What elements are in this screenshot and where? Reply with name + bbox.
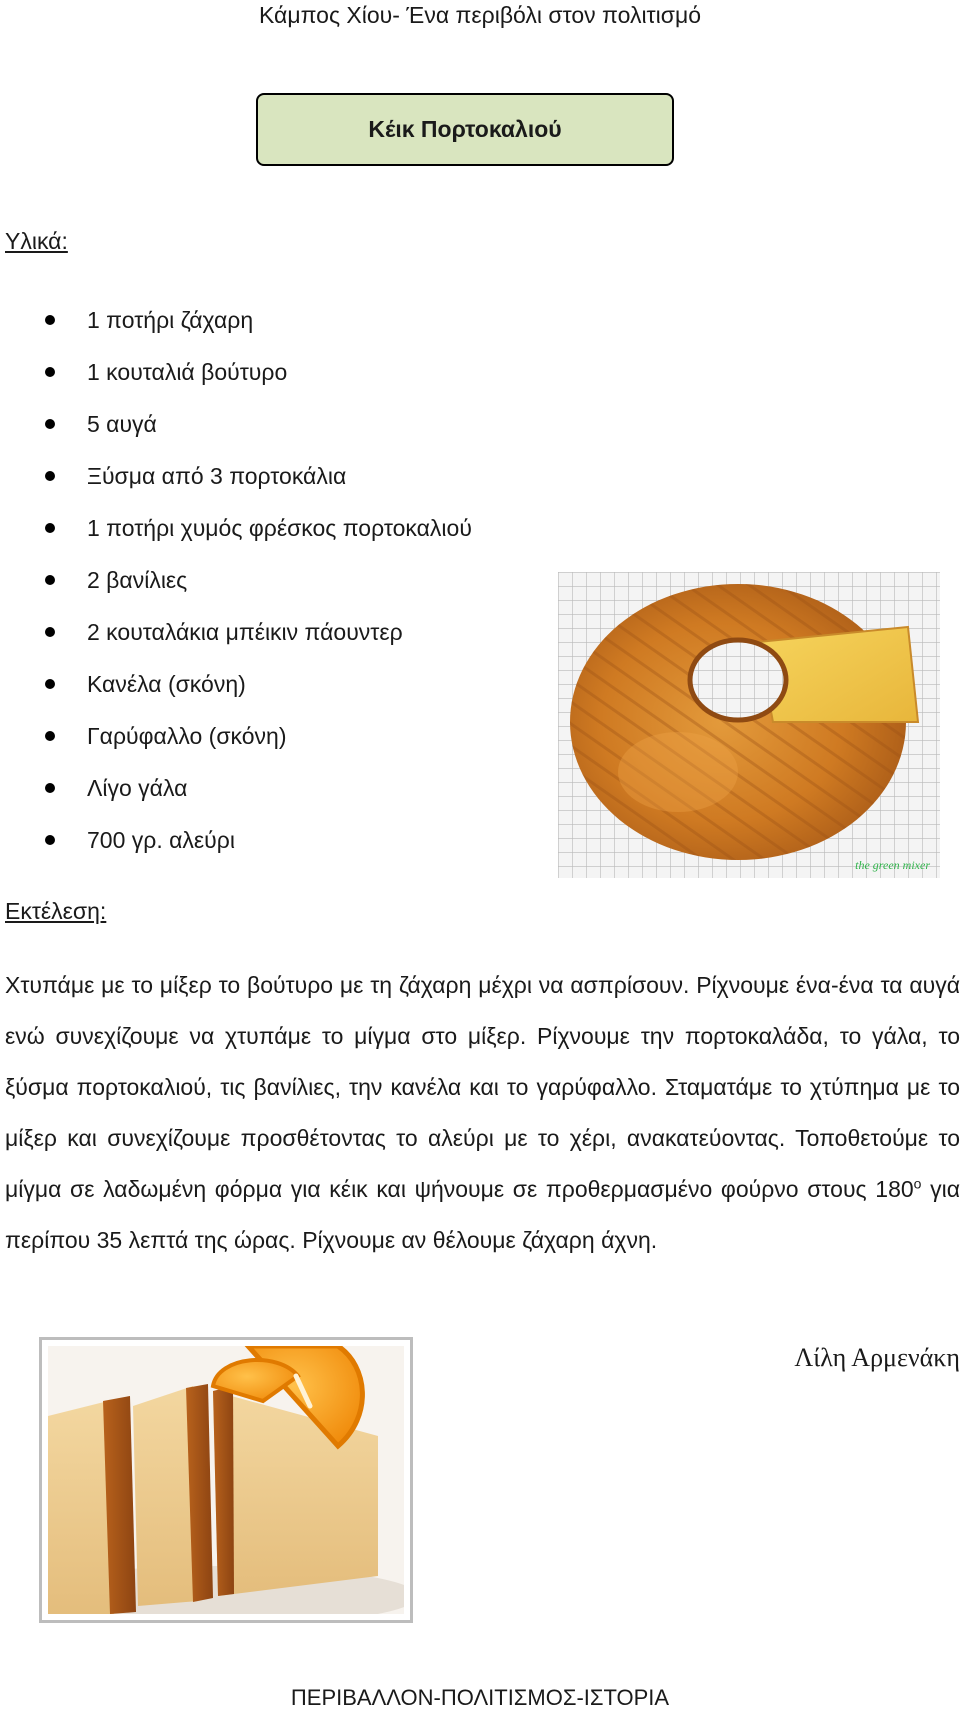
bullet-icon	[45, 367, 55, 377]
list-item: 700 γρ. αλεύρι	[0, 814, 472, 866]
method-text: Χτυπάμε με το μίξερ το βούτυρο με τη ζάχαρη μέχρι να ασπρίσουν. Ρίχνουμε ένα-ένα τα αυγά ενώ συνεχίζουμε να χτυπάμε το μίγμα στο μίξερ. Ρίχνουμε την πορτοκαλάδα, το γάλα, το ξύσμα πορτοκαλιού, τις βανίλιες, την κανέλα και το γαρύφαλλο. Σταματάμε το χτύπημα με το μίξερ και συνεχίζουμε προσθέτοντας το αλεύρι με το χέρι, ανακατεύοντας. Τοποθετούμε το μίγμα σε λαδωμένη φόρμα για κέικ και ψήνουμε σε προθερμασμένο φούρνο στους 180	[5, 972, 960, 1202]
degree-mark: ο	[913, 1175, 922, 1192]
list-item: Γαρύφαλλο (σκόνη)	[0, 710, 472, 762]
list-item: 1 ποτήρι χυμός φρέσκος πορτοκαλιού	[0, 502, 472, 554]
bundt-cake-photo	[558, 572, 940, 878]
bullet-icon	[45, 783, 55, 793]
list-item: 1 ποτήρι ζάχαρη	[0, 294, 472, 346]
list-item: Κανέλα (σκόνη)	[0, 658, 472, 710]
ingredients-list	[0, 294, 472, 866]
bullet-icon	[45, 419, 55, 429]
list-item: 1 κουταλιά βούτυρο	[0, 346, 472, 398]
loaf-cake-photo	[39, 1337, 413, 1623]
bullet-icon	[45, 731, 55, 741]
bullet-icon	[45, 627, 55, 637]
bullet-icon	[45, 471, 55, 481]
method-label: Εκτέλεση:	[5, 898, 107, 924]
bullet-icon	[45, 575, 55, 585]
bullet-icon	[45, 835, 55, 845]
photo-watermark: the green mixer	[855, 858, 930, 872]
list-item: 2 κουταλάκια μπέικιν πάουντερ	[0, 606, 472, 658]
page-header: Κάμπος Χίου- Ένα περιβόλι στον πολιτισμό	[259, 2, 701, 28]
author-name: Λίλη Αρμενάκη	[794, 1343, 960, 1372]
list-item: Ξύσμα από 3 πορτοκάλια	[0, 450, 472, 502]
method-paragraph	[5, 960, 960, 1266]
recipe-title: Κέικ Πορτοκαλιού	[256, 93, 674, 166]
list-item: Λίγο γάλα	[0, 762, 472, 814]
page-footer: ΠΕΡΙΒΑΛΛΟΝ-ΠΟΛΙΤΙΣΜΟΣ-ΙΣΤΟΡΙΑ	[290, 1685, 670, 1710]
method-text-end: για περίπου 35 λεπτά της ώρας. Ρίχνουμε αν θέλουμε ζάχαρη άχνη.	[5, 1176, 960, 1253]
ingredients-label: Υλικά:	[5, 228, 68, 254]
list-item: 2 βανίλιες	[0, 554, 472, 606]
bullet-icon	[45, 315, 55, 325]
bullet-icon	[45, 679, 55, 689]
bullet-icon	[45, 523, 55, 533]
list-item: 5 αυγά	[0, 398, 472, 450]
